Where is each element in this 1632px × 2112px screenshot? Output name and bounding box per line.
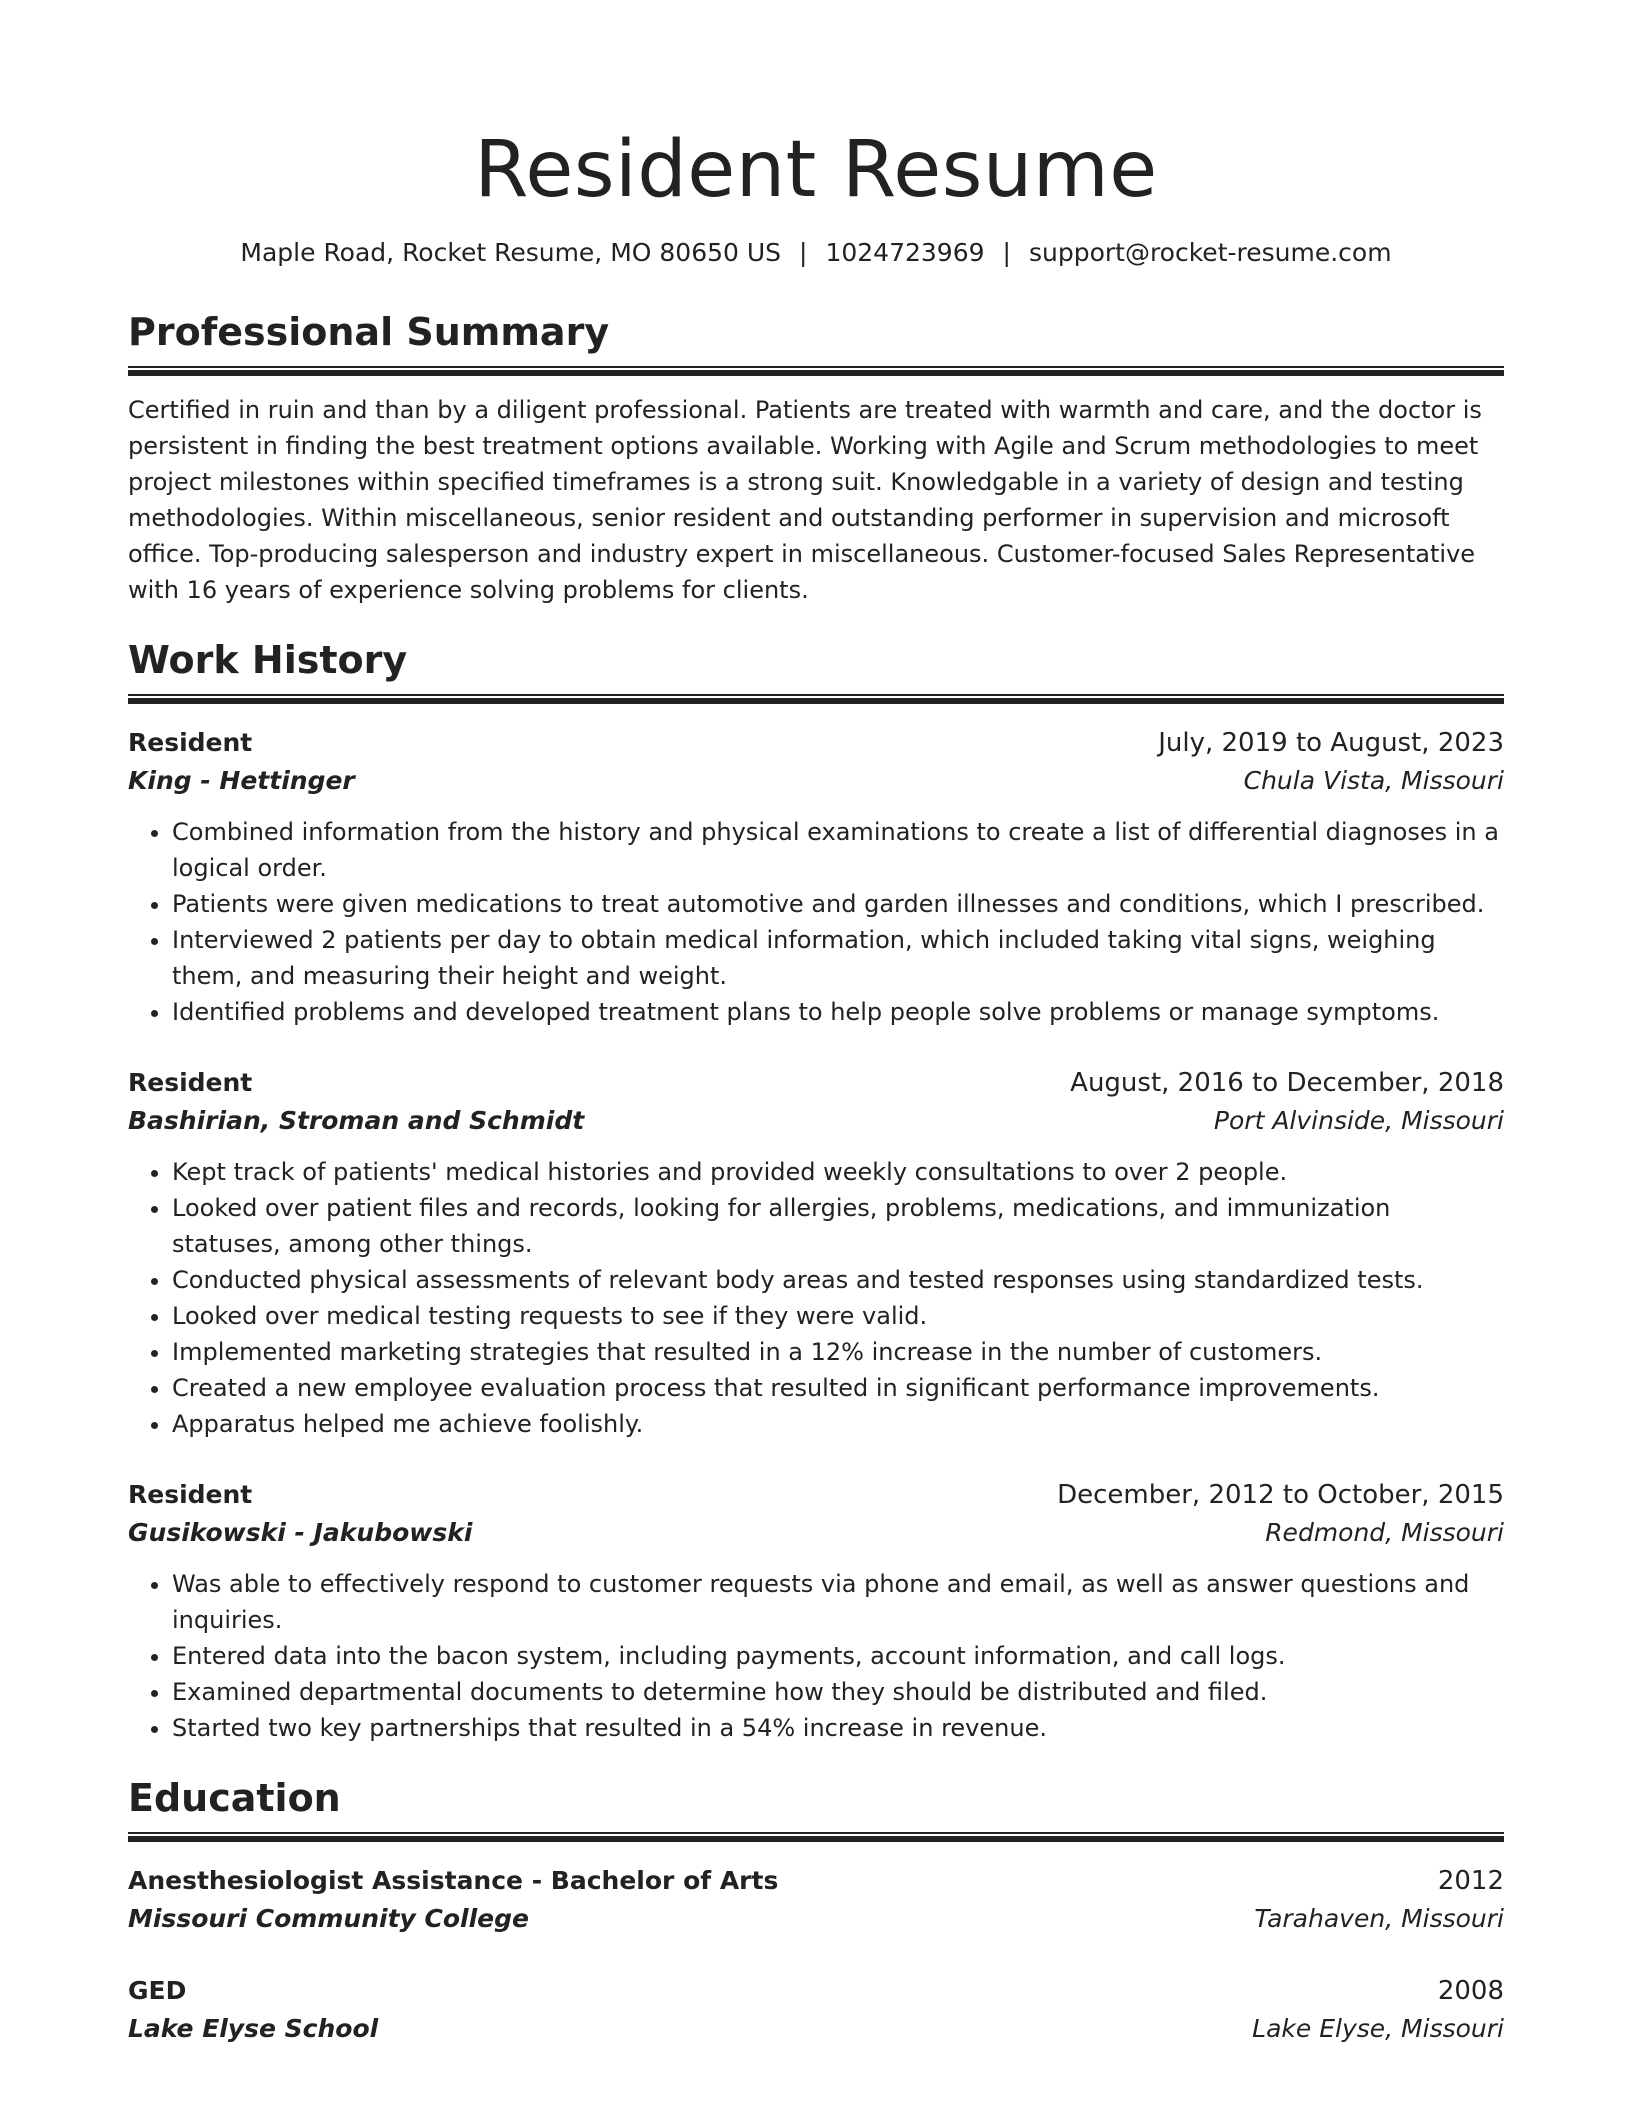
job-bullets	[128, 814, 1504, 1030]
job-location: Port Alvinside, Missouri	[1213, 1106, 1504, 1135]
section-divider	[128, 694, 1504, 704]
contact-line	[128, 236, 1504, 270]
education-degree: GED	[128, 1976, 187, 2005]
section-divider	[128, 366, 1504, 376]
job-company: King - Hettinger	[128, 766, 355, 795]
contact-email: support@rocket-resume.com	[1028, 238, 1392, 267]
list-item: • Entered data into the bacon system, including payments, account information, and call logs.	[172, 1638, 1504, 1674]
contact-separator: |	[1002, 238, 1011, 267]
education-year: 2008	[1437, 1976, 1504, 2006]
job-company: Bashirian, Stroman and Schmidt	[128, 1106, 585, 1135]
job-dates: August, 2016 to December, 2018	[1070, 1068, 1504, 1098]
list-item: • Started two key partnerships that resulted in a 54% increase in revenue.	[172, 1710, 1504, 1746]
job-entry	[128, 1476, 1504, 1746]
job-location: Chula Vista, Missouri	[1243, 766, 1504, 795]
job-bullets	[128, 1154, 1504, 1442]
job-title: Resident	[128, 1068, 253, 1097]
list-item: • Created a new employee evaluation process that resulted in significant performance improvements.	[172, 1370, 1504, 1406]
summary-text: Certified in ruin and than by a diligent professional. Patients are treated with warmth and care, and the doctor is persistent in finding the best treatment options available. Working with Agile and Scrum methodologies to meet project milestones within specified timeframes is a strong suit. Knowledgable in a variety of design and testing methodologies. Within miscellaneous, senior resident and outstanding performer in supervision and microsoft office. Top-producing salesperson and industry expert in miscellaneous. Customer-focused Sales Representative with 16 years of experience solving problems for clients.	[128, 396, 1482, 604]
education-entry	[128, 1972, 1504, 2048]
education-school: Lake Elyse School	[128, 2014, 379, 2043]
list-item: • Patients were given medications to treat automotive and garden illnesses and conditions, which I prescribed.	[172, 886, 1504, 922]
list-item: • Examined departmental documents to determine how they should be distributed and filed.	[172, 1674, 1504, 1710]
education-degree: Anesthesiologist Assistance - Bachelor of Arts	[128, 1866, 779, 1895]
job-location: Redmond, Missouri	[1265, 1518, 1504, 1547]
job-bullets	[128, 1566, 1504, 1746]
contact-address: Maple Road, Rocket Resume, MO 80650 US	[240, 238, 782, 267]
contact-separator: |	[799, 238, 808, 267]
summary-heading: Professional Summary	[128, 310, 610, 354]
contact-phone: 1024723969	[825, 238, 985, 267]
list-item: • Looked over patient files and records, looking for allergies, problems, medications, and immunization statuses, among other things.	[172, 1190, 1504, 1262]
job-dates: July, 2019 to August, 2023	[1158, 728, 1504, 758]
list-item: • Looked over medical testing requests to see if they were valid.	[172, 1298, 1504, 1334]
education-school: Missouri Community College	[128, 1904, 529, 1933]
job-entry	[128, 1064, 1504, 1442]
list-item: • Identified problems and developed treatment plans to help people solve problems or manage symptoms.	[172, 994, 1504, 1030]
resume-name: Resident Resume	[474, 125, 1158, 215]
job-company: Gusikowski - Jakubowski	[128, 1518, 473, 1547]
education-heading: Education	[128, 1776, 341, 1820]
job-title: Resident	[128, 728, 253, 757]
job-dates: December, 2012 to October, 2015	[1057, 1480, 1504, 1510]
section-divider	[128, 1832, 1504, 1842]
list-item: • Interviewed 2 patients per day to obtain medical information, which included taking vital signs, weighing them, and measuring their height and weight.	[172, 922, 1504, 994]
job-title: Resident	[128, 1480, 253, 1509]
work-history-heading: Work History	[128, 638, 408, 682]
education-location: Tarahaven, Missouri	[1254, 1904, 1504, 1933]
list-item: • Apparatus helped me achieve foolishly.	[172, 1406, 1504, 1442]
education-location: Lake Elyse, Missouri	[1252, 2014, 1504, 2043]
list-item: • Conducted physical assessments of relevant body areas and tested responses using standardized tests.	[172, 1262, 1504, 1298]
list-item: • Combined information from the history and physical examinations to create a list of differential diagnoses in a logical order.	[172, 814, 1504, 886]
education-entry	[128, 1862, 1504, 1938]
list-item: • Kept track of patients' medical histories and provided weekly consultations to over 2 people.	[172, 1154, 1504, 1190]
education-year: 2012	[1437, 1866, 1504, 1896]
resume-page	[128, 0, 1504, 2048]
list-item: • Implemented marketing strategies that resulted in a 12% increase in the number of customers.	[172, 1334, 1504, 1370]
list-item: • Was able to effectively respond to customer requests via phone and email, as well as answer questions and inquiries.	[172, 1566, 1504, 1638]
job-entry	[128, 724, 1504, 1030]
